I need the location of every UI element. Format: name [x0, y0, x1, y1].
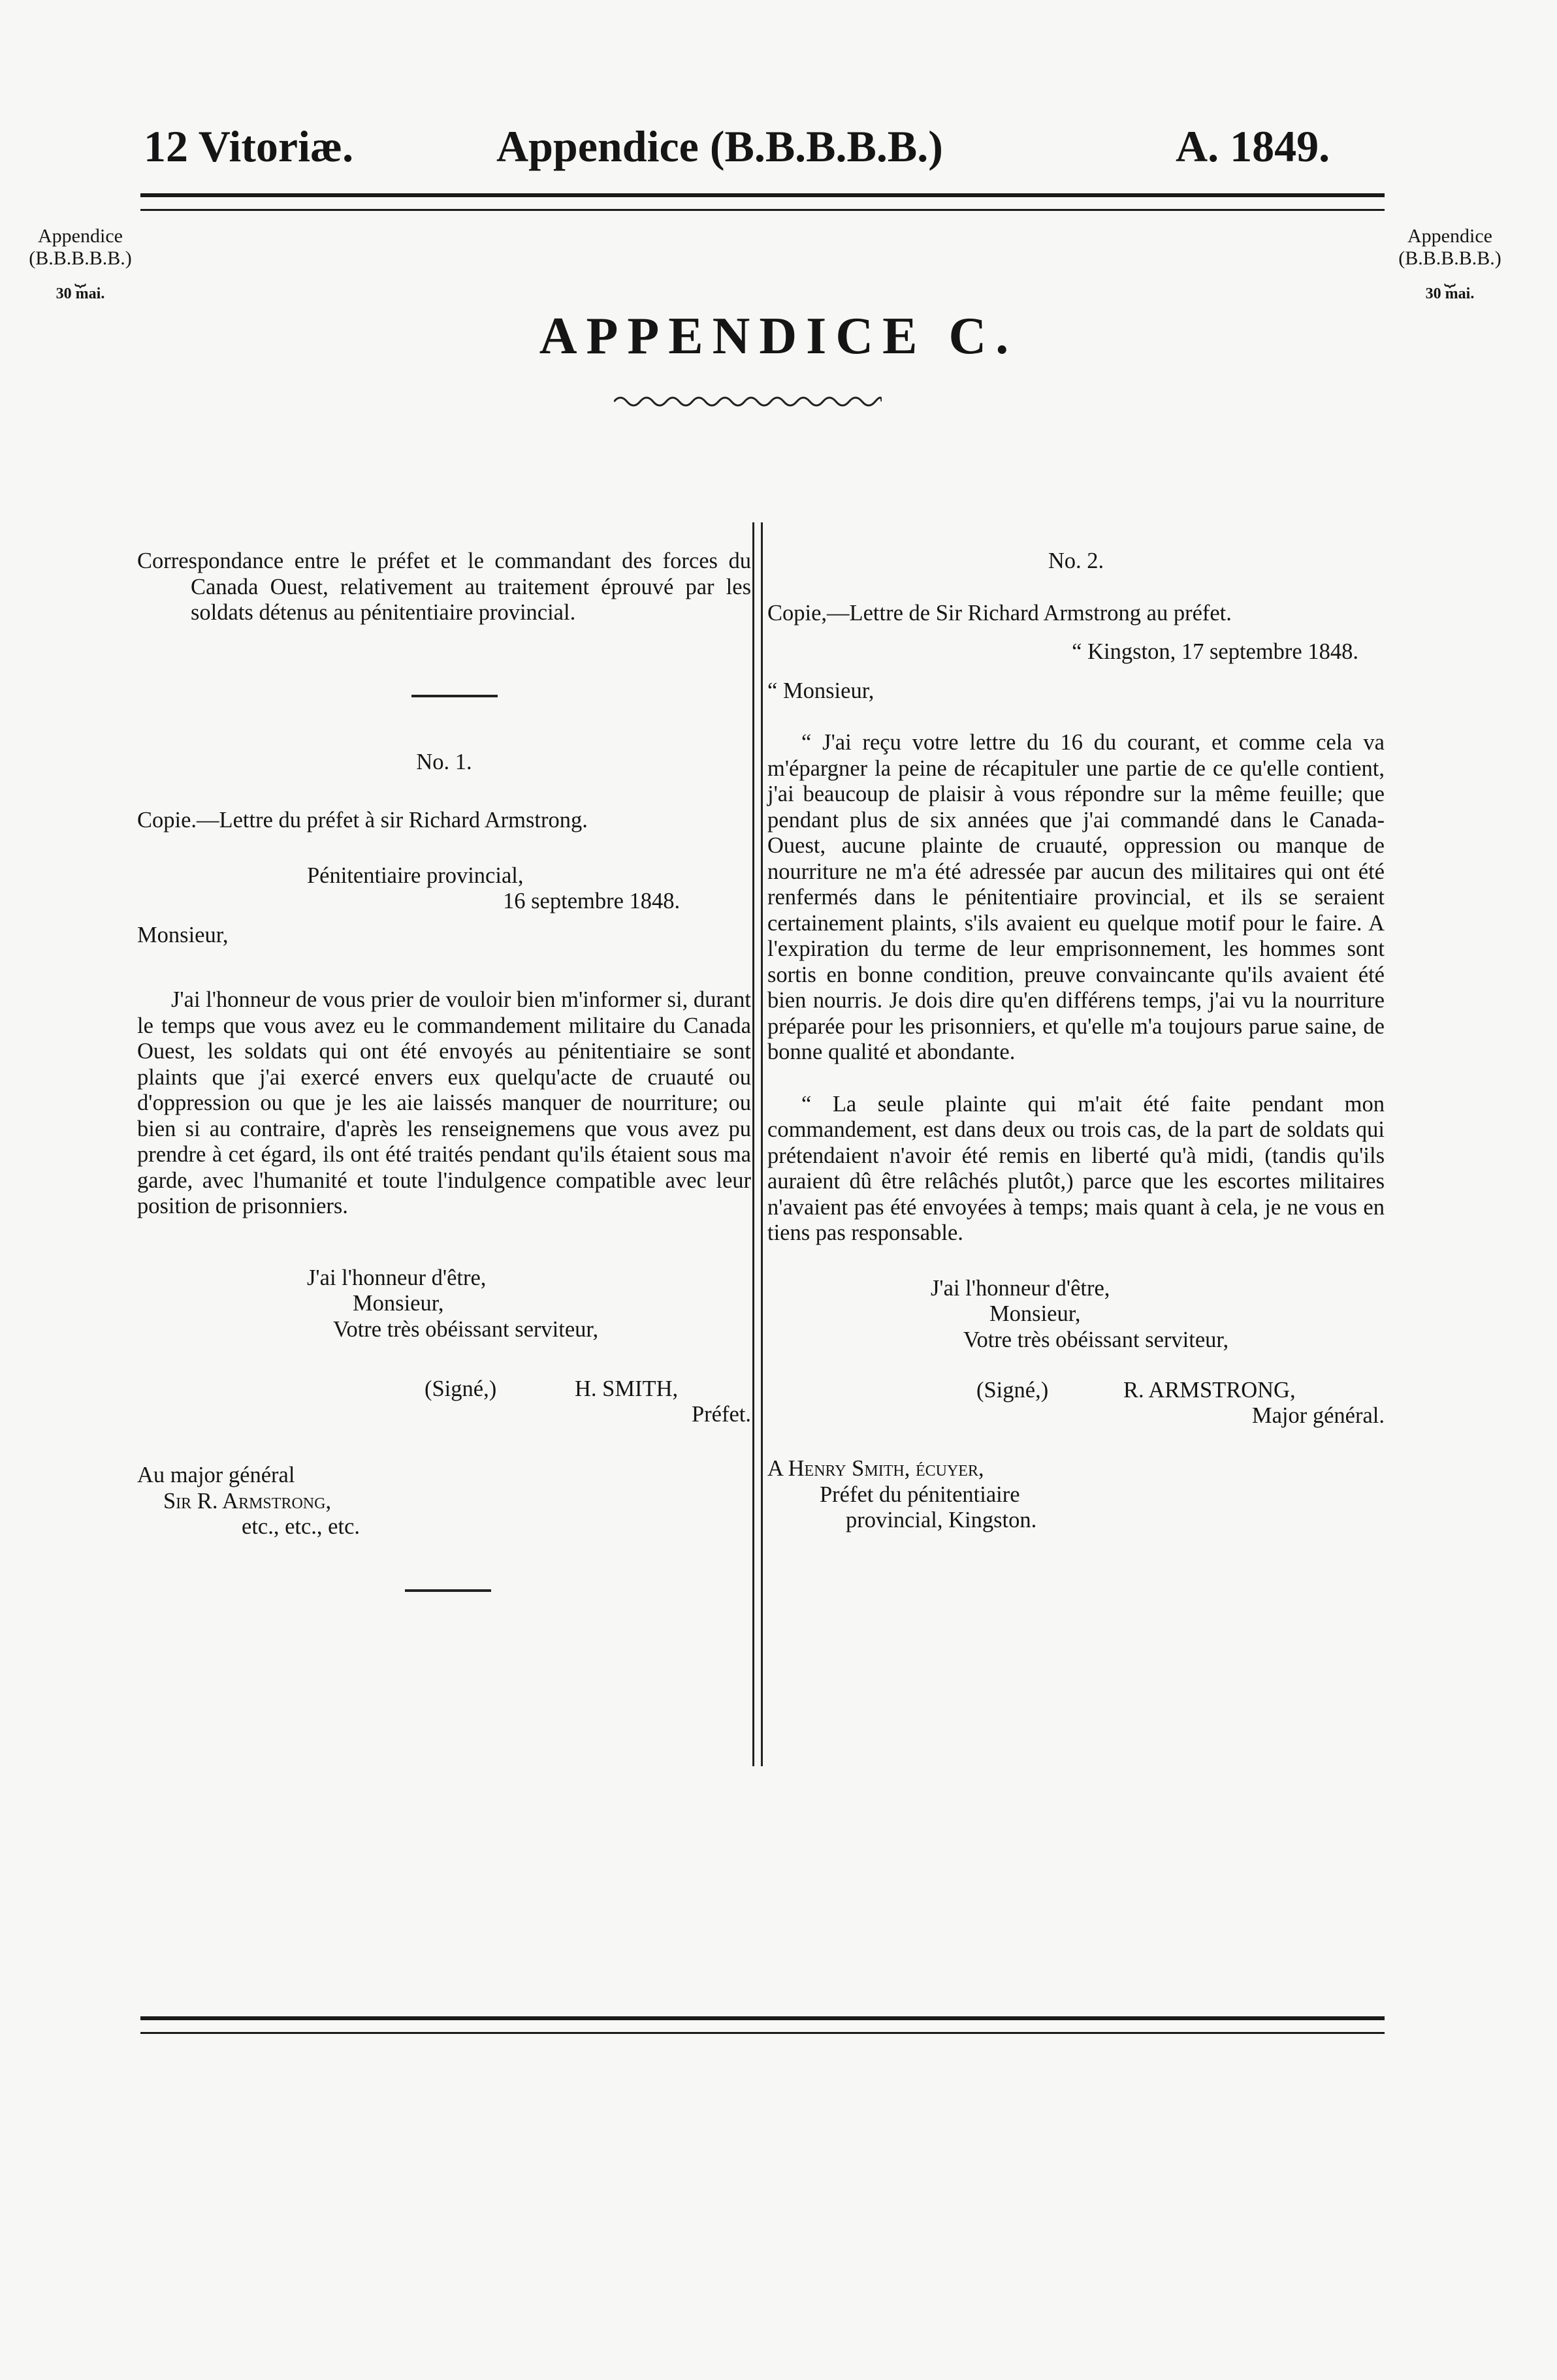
footer-double-rule [140, 2016, 1385, 2034]
letter-body: J'ai l'honneur de vous prier de vouloir bien m'informer si, durant le temps que vous avez eu le commandement militaire du Canada Ouest, les soldats qui ont été envoyés au pénitentiaire se sont plaints que j'ai exercé envers eux quelqu'acte de cruauté ou d'oppression ou que je les aie laissés manquer de nourriture; ou bien si au contraire, d'après les renseignemens que vous avez pu prendre à cet égard, ils ont été traités pendant qu'ils étaient sous ma garde, avec l'humanité et toute l'indulgence compatible avec leur position de prisonniers. [137, 987, 751, 1218]
signed-marker: (Signé,) [425, 1376, 497, 1401]
letter-caption: Copie,—Lettre de Sir Richard Armstrong au préfet. [767, 600, 1232, 626]
side-note-date: 30 mai. [56, 285, 105, 302]
column-divider [752, 522, 763, 1766]
signer-name: H. SMITH, [575, 1376, 679, 1401]
letter-body: “ J'ai reçu votre lettre du 16 du courant, et comme cela va m'épargner la peine de récapituler une partie de ce qu'elle contient, j'ai beaucoup de plaisir à vous répondre sur la même feuille; que pendant plus de six années que j'ai commandé dans le Canada-Ouest, aucune plainte de cruauté, oppression ou manque de nourriture ne m'a été adressée par aucun des militaires qui ont été renfermés dans le pénitentiaire provincial, et ils se seraient certainement plaints, s'ils avaient eu quelque motif pour le faire. A l'expiration du terme de leur emprisonnement, les hommes sont sortis en bonne condition, preuve convaincante qu'ils avaient été bien nourris. Je dois dire qu'en différens temps, j'ai vu la nourriture préparée pour les prisonniers, et qu'elle m'a toujours parue saine, de bonne qualité et abondante. [767, 730, 1385, 1064]
running-header-session: 12 Vitoriæ. [144, 121, 354, 171]
left-column [137, 548, 751, 1592]
brace-mark: ⏟ [1444, 265, 1456, 287]
header-double-rule [140, 193, 1385, 211]
letter-caption: Copie.—Lettre du préfet à sir Richard Armstrong. [137, 808, 588, 833]
running-header-year: A. 1849. [1176, 121, 1330, 171]
section-rule [411, 695, 498, 697]
address-line: Préfet du pénitentiaire [820, 1482, 1020, 1507]
side-note-right [1378, 225, 1522, 305]
section-rule [405, 1589, 491, 1592]
signature-block [767, 1378, 1385, 1430]
signer-title: Préfet. [691, 1402, 751, 1427]
letter-dateline: “ Kingston, 17 septembre 1848. [1072, 639, 1358, 664]
signer-name: R. ARMSTRONG, [1123, 1378, 1296, 1403]
signer-title: Major général. [1251, 1403, 1385, 1428]
side-note-left [12, 225, 149, 305]
signed-marker: (Signé,) [976, 1378, 1049, 1403]
address-line: Sir R. Armstrong, [163, 1488, 332, 1514]
letter-number: No. 2. [1048, 548, 1104, 573]
closing-line: J'ai l'honneur d'être, [931, 1275, 1110, 1301]
running-header-appendix: Appendice (B.B.B.B.B.) [496, 121, 943, 171]
closing-line: Monsieur, [989, 1301, 1081, 1326]
letter-number: No. 1. [416, 749, 472, 774]
intro-paragraph: Correspondance entre le préfet et le commandant des forces du Canada Ouest, relativement au traitement éprouvé par les soldats détenus au pénitentiaire provincial. [137, 548, 751, 625]
side-note-label: Appendice [38, 225, 123, 247]
right-column [767, 548, 1385, 1534]
side-note-date: 30 mai. [1425, 285, 1475, 302]
letter-place: Pénitentiaire provincial, [307, 863, 524, 888]
brace-mark: ⏟ [74, 265, 86, 287]
closing-line: J'ai l'honneur d'être, [307, 1265, 487, 1290]
page-title: APPENDICE C. [539, 308, 1018, 365]
signature-block [137, 1376, 751, 1429]
letter-date: 16 septembre 1848. [503, 889, 681, 913]
letter-salutation: “ Monsieur, [767, 678, 875, 703]
address-line: Au major général [137, 1463, 295, 1487]
side-note-label: Appendice [1407, 225, 1492, 247]
side-note-code: (B.B.B.B.B.) [1398, 247, 1501, 269]
closing-line: Votre très obéissant serviteur, [333, 1316, 599, 1342]
address-line: etc., etc., etc. [242, 1514, 361, 1539]
wavy-ornament [614, 392, 882, 411]
letter-body: “ La seule plainte qui m'ait été faite pendant mon commandement, est dans deux ou trois cas, de la part de soldats qui prétendaient n'avoir été remis en liberté qu'à midi, (tandis qu'ils auraient dû être relâchés plutôt,) parce que les escortes militaires n'avaient pas été envoyées à temps; mais quant à cela, je ne vous en tiens pas responsable. [767, 1091, 1385, 1245]
closing-line: Votre très obéissant serviteur, [963, 1327, 1229, 1352]
address-line: provincial, Kingston. [846, 1508, 1037, 1532]
side-note-code: (B.B.B.B.B.) [29, 247, 132, 269]
closing-line: Monsieur, [353, 1291, 444, 1316]
address-line: A Henry Smith, écuyer, [767, 1456, 984, 1481]
letter-salutation: Monsieur, [137, 922, 229, 947]
